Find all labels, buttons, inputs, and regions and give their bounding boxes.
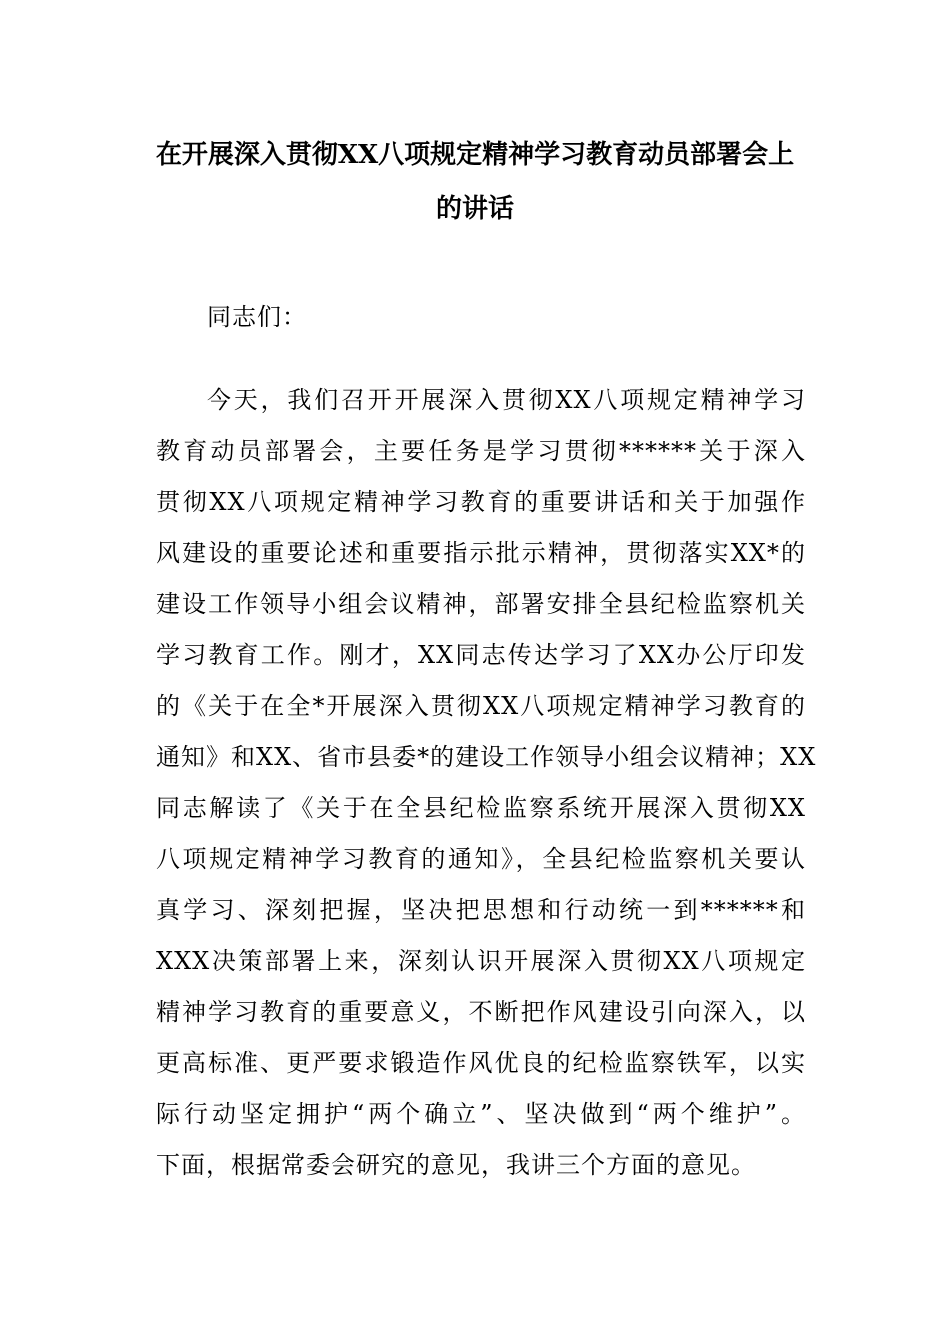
- paragraph-line: 今天，我们召开开展深入贯彻XX八项规定精神学习: [207, 386, 806, 414]
- title-line: 在开展深入贯彻XX八项规定精神学习教育动员部署会上: [155, 140, 795, 170]
- paragraph-line: 精神学习教育的重要意义，不断把作风建设引向深入，以: [156, 998, 806, 1026]
- paragraph-line: 教育动员部署会，主要任务是学习贯彻******关于深入: [156, 437, 806, 465]
- paragraph-line: 建设工作领导小组会议精神，部署安排全县纪检监察机关: [156, 590, 806, 618]
- paragraph-line: XXX决策部署上来，深刻认识开展深入贯彻XX八项规定: [156, 947, 806, 975]
- paragraph-line: 同志解读了《关于在全县纪检监察系统开展深入贯彻XX: [156, 794, 806, 822]
- paragraph-line: 八项规定精神学习教育的通知》，全县纪检监察机关要认: [156, 845, 806, 873]
- paragraph-line: 的《关于在全*开展深入贯彻XX八项规定精神学习教育的: [156, 692, 806, 720]
- body-paragraph: [156, 375, 817, 1191]
- paragraph-line: 真学习、深刻把握，坚决把思想和行动统一到******和: [156, 896, 806, 924]
- paragraph-line: 学习教育工作。刚才，XX同志传达学习了XX办公厅印发: [156, 641, 806, 669]
- title-line: 的讲话: [435, 194, 514, 224]
- paragraph-line: 通知》和XX、省市县委*的建设工作领导小组会议精神；XX: [156, 743, 817, 771]
- document-title: [140, 128, 810, 236]
- paragraph-line: 风建设的重要论述和重要指示批示精神，贯彻落实XX*的: [156, 539, 806, 567]
- paragraph-line: 更高标准、更严要求锻造作风优良的纪检监察铁军，以实: [156, 1049, 806, 1077]
- paragraph-line: 贯彻XX八项规定精神学习教育的重要讲话和关于加强作: [156, 488, 806, 516]
- paragraph-line: 下面，根据常委会研究的意见，我讲三个方面的意见。: [156, 1151, 756, 1179]
- salutation: 同志们：: [207, 303, 307, 331]
- paragraph-line: 际行动坚定拥护“两个确立”、坚决做到“两个维护”。: [156, 1100, 806, 1128]
